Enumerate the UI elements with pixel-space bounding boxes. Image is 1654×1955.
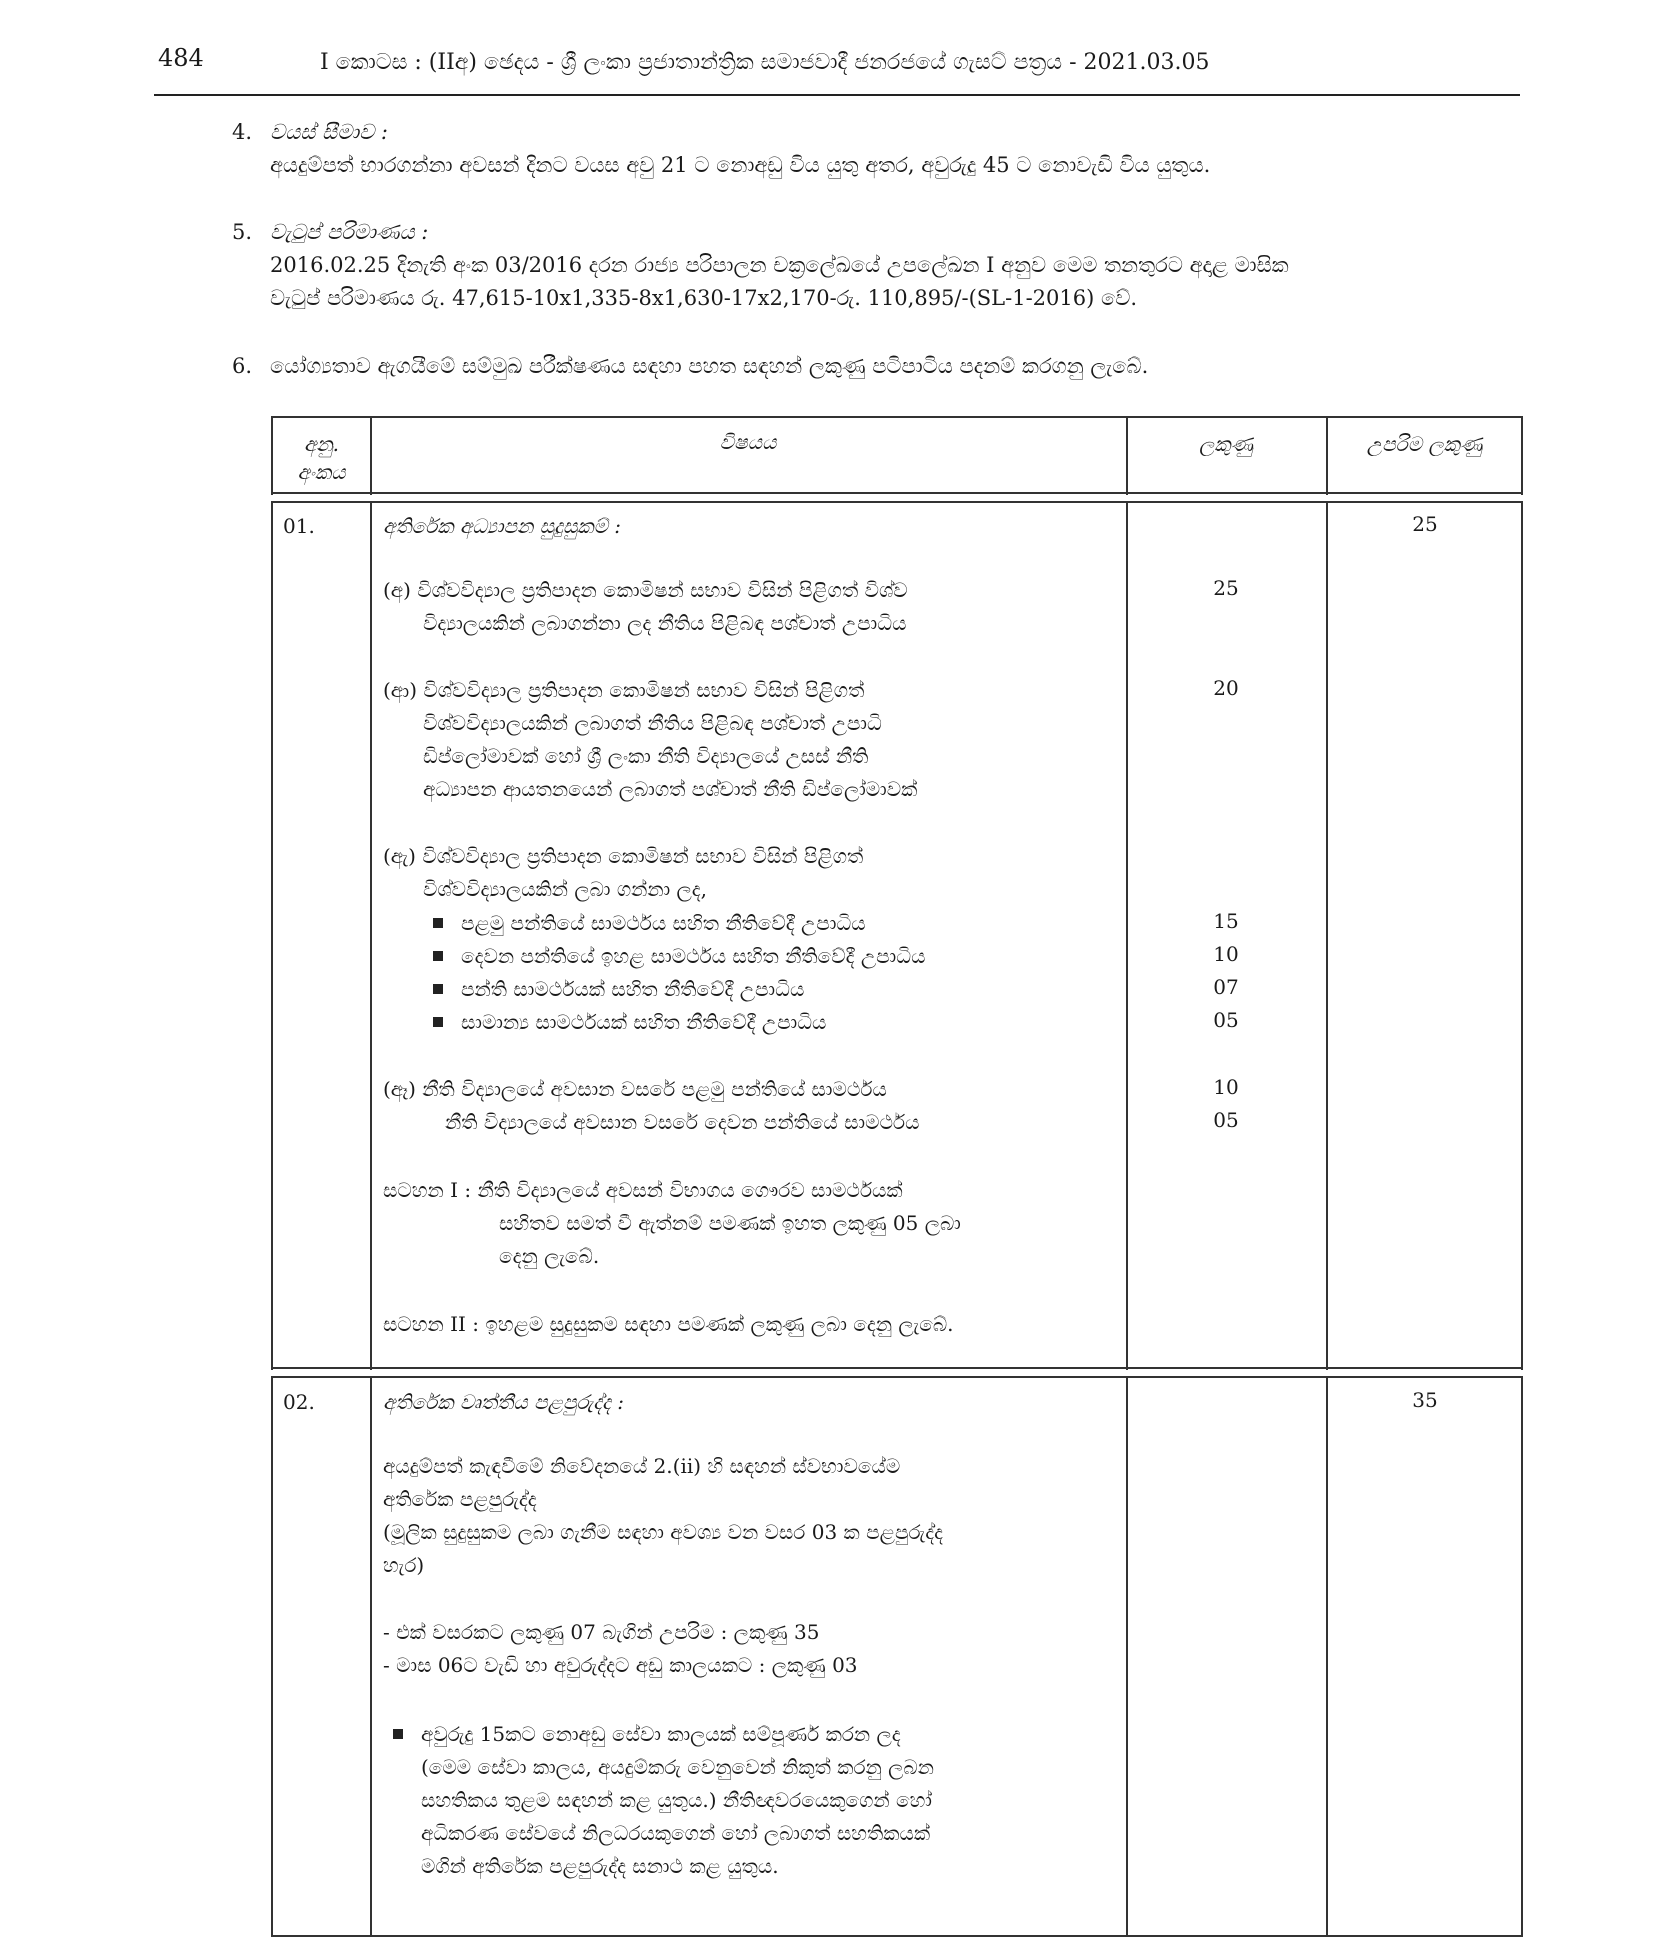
marks-value: 10 xyxy=(1213,1075,1239,1099)
marks-value: 10 xyxy=(1213,942,1239,966)
bullet-item: පන්ති සාමර්ථයක් සහිත නීතිවේදී උපාධිය xyxy=(433,973,804,1006)
section-text: අයදුම්පත් භාරගන්නා අවසන් දිනට වයස අවු 21 ට නොඅඩු විය යුතු අතර, අවුරුදු 45 ට නොවැඩි විය යුතුය. xyxy=(270,153,1211,177)
item-text: (ආ) විශ්වවිද්‍යාල ප්‍රතිපාදන කොමිෂන් සභාව විසින් පිළිගත් xyxy=(383,678,865,702)
item-text: අතිරේක පළපුරුද්ද xyxy=(383,1487,537,1511)
item-text: (ඇ) විශ්වවිද්‍යාල ප්‍රතිපාදන කොමිෂන් සභාව විසින් පිළිගත් xyxy=(383,844,864,868)
item-text: (මූලික සුදුසුකම ලබා ගැනීම සඳහා අවශ්‍ය වන වසර 03 ක පළපුරුද්ද xyxy=(383,1520,943,1544)
table-header-divider xyxy=(273,492,1521,494)
square-bullet-icon xyxy=(393,1729,403,1739)
header-max-marks: උපරිම ලකුණු xyxy=(1366,432,1483,456)
table-col-divider xyxy=(1326,418,1328,1935)
item-text: විශ්වවිද්‍යාලයකින් ලබාගත් නීතිය පිළිබඳ පශ්චාත් උපාධි xyxy=(423,711,882,735)
item-text: සහතිකය තුළම සඳහන් කළ යුතුය.) නීතිඥවරයෙකුගෙන් හෝ xyxy=(421,1788,932,1812)
item-text: විශ්වවිද්‍යාලයකින් ලබා ගන්නා ලද, xyxy=(423,877,708,901)
header-subject: විෂයය xyxy=(719,430,777,454)
table-header-divider xyxy=(273,501,1521,503)
note-text: සටහන II : ඉහළම සුදුසුකම සඳහා පමණක් ලකුණු ලබා දෙනු ලැබේ. xyxy=(383,1312,954,1336)
item-text: මගින් අතිරේක පළපුරුද්ද සනාථ කළ යුතුය. xyxy=(421,1854,779,1878)
section-number: 5. xyxy=(232,220,253,244)
bullet-item: අවුරුදු 15කට නොඅඩු සේවා කාලයක් සම්පූර්ණ කරන ලද xyxy=(393,1718,901,1751)
bullet-item: සාමාන්‍ය සාමර්ථයක් සහිත නීතිවේදී උපාධිය xyxy=(433,1006,826,1039)
table-col-divider xyxy=(370,418,372,1935)
row-title: අතිරේක වෘත්තීය පළපුරුද්ද : xyxy=(383,1390,624,1414)
row-serial: 01. xyxy=(283,514,315,538)
square-bullet-icon xyxy=(433,1017,443,1027)
header-rule xyxy=(154,94,1520,96)
marks-value: 07 xyxy=(1213,975,1239,999)
running-head: I කොටස : (IIඅ) ඡෙදය - ශ්‍රී ලංකා ප්‍රජාතාන්ත්‍රික සමාජවාදී ජනරජයේ ගැසට් පත්‍රය - 2021.03.05 xyxy=(320,50,1210,75)
item-text: (ඈ) නීති විද්‍යාලයේ අවසාන වසරේ පළමු පන්තියේ සාමර්ථය xyxy=(383,1077,887,1101)
table-col-divider xyxy=(1126,418,1128,1935)
header-marks: ලකුණු xyxy=(1199,432,1253,456)
section-heading: වැටුප් පරිමාණය : xyxy=(270,220,429,244)
section-text-line: වැටුප් පරිමාණය රු. 47,615-10x1,335-8x1,630-17x2,170-රු. 110,895/-(SL-1-2016) වේ. xyxy=(270,286,1138,310)
marks-value: 05 xyxy=(1213,1008,1239,1032)
table-row-divider xyxy=(273,1376,1521,1378)
page-number: 484 xyxy=(158,44,204,72)
section-number: 4. xyxy=(232,120,253,144)
marks-value: 15 xyxy=(1213,909,1239,933)
max-marks-value: 35 xyxy=(1412,1388,1438,1412)
square-bullet-icon xyxy=(433,951,443,961)
square-bullet-icon xyxy=(433,918,443,928)
item-text: (මෙම සේවා කාලය, අයදුම්කරු වෙනුවෙන් නිකුත් කරනු ලබන xyxy=(421,1755,934,1779)
bullet-item: දෙවන පන්තියේ ඉහළ සාමර්ථය සහිත නීතිවේදී උපාධිය xyxy=(433,940,925,973)
item-text: - මාස 06ට වැඩි හා අවුරුද්දට අඩු කාලයකට : ලකුණු 03 xyxy=(383,1653,858,1677)
table-row-divider xyxy=(273,1367,1521,1369)
section-number: 6. xyxy=(232,354,253,378)
section-text: යෝග්‍යතාව ඇගයීමේ සම්මුඛ පරීක්ෂණය සඳහා පහත සඳහන් ලකුණු පටිපාටිය පදනම් කරගනු ලැබේ. xyxy=(270,354,1149,378)
marks-value: 05 xyxy=(1213,1108,1239,1132)
item-text: (අ) විශ්වවිද්‍යාල ප්‍රතිපාදන කොමිෂන් සභාව විසින් පිළිගත් විශ්ව xyxy=(383,578,908,602)
header-serial: අනු. අංකය xyxy=(297,432,346,484)
marks-value: 25 xyxy=(1213,576,1239,600)
section-text-line: 2016.02.25 දිනැති අංක 03/2016 දරන රාජ්‍ය පරිපාලන චක්‍රලේඛයේ උපලේඛන I අනුව මෙම තනතුරට අදාළ මාසික xyxy=(270,253,1289,277)
max-marks-value: 25 xyxy=(1412,512,1438,536)
square-bullet-icon xyxy=(433,984,443,994)
marks-table xyxy=(271,416,1523,1937)
bullet-item: පළමු පන්තියේ සාමර්ථය සහිත නීතිවේදී උපාධිය xyxy=(433,907,866,940)
note-text: සහිතව සමත් වී ඇත්නම් පමණක් ඉහත ලකුණු 05 ලබා xyxy=(499,1211,961,1235)
row-serial: 02. xyxy=(283,1390,315,1414)
section-heading: වයස් සීමාව : xyxy=(270,120,388,144)
note-text: සටහන I : නීති විද්‍යාලයේ අවසන් විභාගය ගෞරව සාමර්ථයක් xyxy=(383,1178,903,1202)
item-text: අධ්‍යාපන ආයතනයෙන් ලබාගත් පශ්චාත් නීති ඩිප්ලෝමාවක් xyxy=(423,777,918,801)
item-text: අධිකරණ සේවයේ නිලධරයකුගෙන් හෝ ලබාගත් සහතිකයක් xyxy=(421,1821,931,1845)
row-title: අතිරේක අධ්‍යාපන සුදුසුකම් : xyxy=(383,514,622,538)
item-text: නීති විද්‍යාලයේ අවසාන වසරේ දෙවන පන්තියේ සාමර්ථය xyxy=(445,1110,920,1134)
item-text: අයදුම්පත් කැඳවීමේ නිවේදනයේ 2.(ii) හි සඳහන් ස්වභාවයේම xyxy=(383,1454,901,1478)
item-text: විද්‍යාලයකින් ලබාගන්නා ලද නීතිය පිළිබඳ පශ්චාත් උපාධිය xyxy=(423,611,907,635)
item-text: හැර) xyxy=(383,1553,425,1577)
note-text: දෙනු ලැබේ. xyxy=(499,1244,600,1268)
item-text: ඩිප්ලෝමාවක් හෝ ශ්‍රී ලංකා නීති විද්‍යාලයේ උසස් නීති xyxy=(423,744,869,768)
item-text: - එක් වසරකට ලකුණු 07 බැගින් උපරිම : ලකුණු 35 xyxy=(383,1620,820,1644)
marks-value: 20 xyxy=(1213,676,1239,700)
